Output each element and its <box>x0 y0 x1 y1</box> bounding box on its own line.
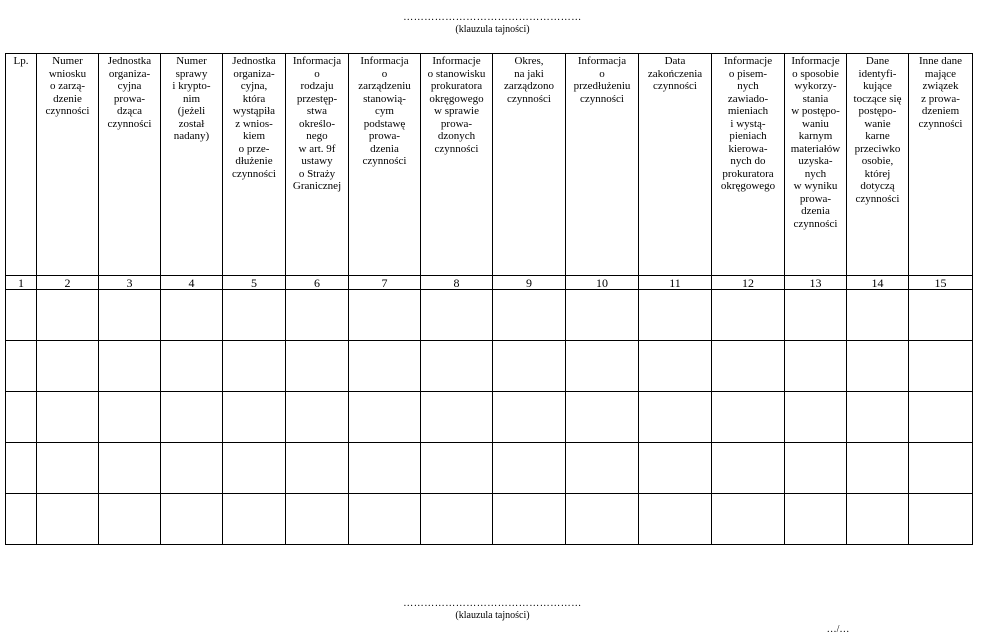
header-period: Okres, na jaki zarządzono czynności <box>493 54 566 276</box>
header-conducting-unit: Jednostka organiza- cyjna prowa- dząca czynności <box>99 54 161 276</box>
table-cell <box>785 443 847 494</box>
table-cell <box>99 494 161 545</box>
header-other-data: Inne dane mające związek z prowa- dzeniem czynności <box>909 54 973 276</box>
column-number: 2 <box>37 276 99 290</box>
header-lp: Lp. <box>6 54 37 276</box>
table-cell <box>712 494 785 545</box>
table-cell <box>286 341 349 392</box>
table-cell <box>286 494 349 545</box>
column-number: 8 <box>421 276 493 290</box>
header-order-info: Informacja o zarządzeniu stanowią- cym podstawę prowa- dzenia czynności <box>349 54 421 276</box>
table-cell <box>909 443 973 494</box>
table-cell <box>223 392 286 443</box>
table-cell <box>639 341 712 392</box>
table-cell <box>349 392 421 443</box>
header-extension-info: Informacja o przedłużeniu czynności <box>566 54 639 276</box>
table-cell <box>99 392 161 443</box>
table-cell <box>785 392 847 443</box>
table-cell <box>909 392 973 443</box>
table-cell <box>223 290 286 341</box>
column-number: 13 <box>785 276 847 290</box>
column-number: 11 <box>639 276 712 290</box>
table-cell <box>566 290 639 341</box>
column-number: 6 <box>286 276 349 290</box>
table-cell <box>286 443 349 494</box>
header-application-number: Numer wniosku o zarzą- dzenie czynności <box>37 54 99 276</box>
header-extension-requesting-unit: Jednostka organiza- cyjna, która wystąpiła z wnios- kiem o prze- dłużenie czynności <box>223 54 286 276</box>
table-cell <box>566 392 639 443</box>
header-prosecutor-position: Informacje o stanowisku prokuratora okręgowego w sprawie prowa- dzonych czynności <box>421 54 493 276</box>
table-row <box>6 290 973 341</box>
table-cell <box>161 290 223 341</box>
table-cell <box>37 290 99 341</box>
column-number: 7 <box>349 276 421 290</box>
table-cell <box>223 443 286 494</box>
table-cell <box>37 341 99 392</box>
table-cell <box>6 443 37 494</box>
table-cell <box>566 443 639 494</box>
table-row <box>6 494 973 545</box>
table-row <box>6 341 973 392</box>
header-material-usage: Informacje o sposobie wykorzy- stania w postępo- waniu karnym materiałów uzyska- nych w wyniku prowa- dzenia czynności <box>785 54 847 276</box>
table-cell <box>785 290 847 341</box>
header-offence-type: Informacja o rodzaju przestęp- stwa określo- nego w art. 9f ustawy o Straży Granicznej <box>286 54 349 276</box>
table-cell <box>99 443 161 494</box>
header-case-number: Numer sprawy i krypto- nim (jeżeli został nadany) <box>161 54 223 276</box>
table-cell <box>349 494 421 545</box>
table-cell <box>37 494 99 545</box>
table-cell <box>223 341 286 392</box>
table-cell <box>847 290 909 341</box>
table-cell <box>161 443 223 494</box>
table-cell <box>712 392 785 443</box>
table-cell <box>847 494 909 545</box>
table-cell <box>493 341 566 392</box>
table-cell <box>6 290 37 341</box>
top-classification-clause <box>0 12 985 36</box>
table-cell <box>421 341 493 392</box>
table-cell <box>493 443 566 494</box>
column-number: 12 <box>712 276 785 290</box>
table-cell <box>639 290 712 341</box>
table-cell <box>6 392 37 443</box>
table-cell <box>421 290 493 341</box>
table-cell <box>223 494 286 545</box>
table-cell <box>847 392 909 443</box>
table-cell <box>421 443 493 494</box>
table-cell <box>161 494 223 545</box>
table-cell <box>909 494 973 545</box>
table-cell <box>847 443 909 494</box>
table-cell <box>493 290 566 341</box>
table-cell <box>493 392 566 443</box>
header-row <box>6 54 973 276</box>
column-number: 5 <box>223 276 286 290</box>
bottom-clause-dotted-line: …………………………………………… <box>403 598 582 609</box>
column-number: 1 <box>6 276 37 290</box>
table-cell <box>286 290 349 341</box>
table-cell <box>161 341 223 392</box>
table-cell <box>349 443 421 494</box>
column-number-row <box>6 276 973 290</box>
table-cell <box>37 392 99 443</box>
table-cell <box>639 494 712 545</box>
bottom-classification-clause <box>0 598 985 622</box>
table-cell <box>785 494 847 545</box>
table-cell <box>566 341 639 392</box>
column-number: 14 <box>847 276 909 290</box>
table-cell <box>99 341 161 392</box>
table-cell <box>421 494 493 545</box>
top-clause-label: (klauzula tajności) <box>455 24 530 35</box>
table-cell <box>286 392 349 443</box>
table-cell <box>712 290 785 341</box>
table-cell <box>909 290 973 341</box>
page-number: …/… <box>826 624 850 635</box>
bottom-clause-label: (klauzula tajności) <box>455 610 530 621</box>
column-number: 10 <box>566 276 639 290</box>
table-cell <box>712 341 785 392</box>
register-table <box>5 53 973 545</box>
table-cell <box>6 494 37 545</box>
header-proceedings-identification: Dane identyfi- kujące toczące się postępo- wanie karne przeciwko osobie, której dotyczą czynności <box>847 54 909 276</box>
column-number: 3 <box>99 276 161 290</box>
table-cell <box>421 392 493 443</box>
top-clause-dotted-line: …………………………………………… <box>403 12 582 23</box>
table-cell <box>785 341 847 392</box>
table-cell <box>6 341 37 392</box>
table-cell <box>847 341 909 392</box>
table-row <box>6 443 973 494</box>
column-number: 15 <box>909 276 973 290</box>
table-row <box>6 392 973 443</box>
table-cell <box>161 392 223 443</box>
table-cell <box>712 443 785 494</box>
header-end-date: Data zakończenia czynności <box>639 54 712 276</box>
table-cell <box>639 443 712 494</box>
table-cell <box>493 494 566 545</box>
table-cell <box>349 341 421 392</box>
column-number: 9 <box>493 276 566 290</box>
column-number: 4 <box>161 276 223 290</box>
table-cell <box>639 392 712 443</box>
table-cell <box>37 443 99 494</box>
table-cell <box>566 494 639 545</box>
table-cell <box>349 290 421 341</box>
table-cell <box>909 341 973 392</box>
header-written-notices: Informacje o pisem- nych zawiado- mieniach i wystą- pieniach kierowa- nych do prokuratora okręgowego <box>712 54 785 276</box>
table-cell <box>99 290 161 341</box>
